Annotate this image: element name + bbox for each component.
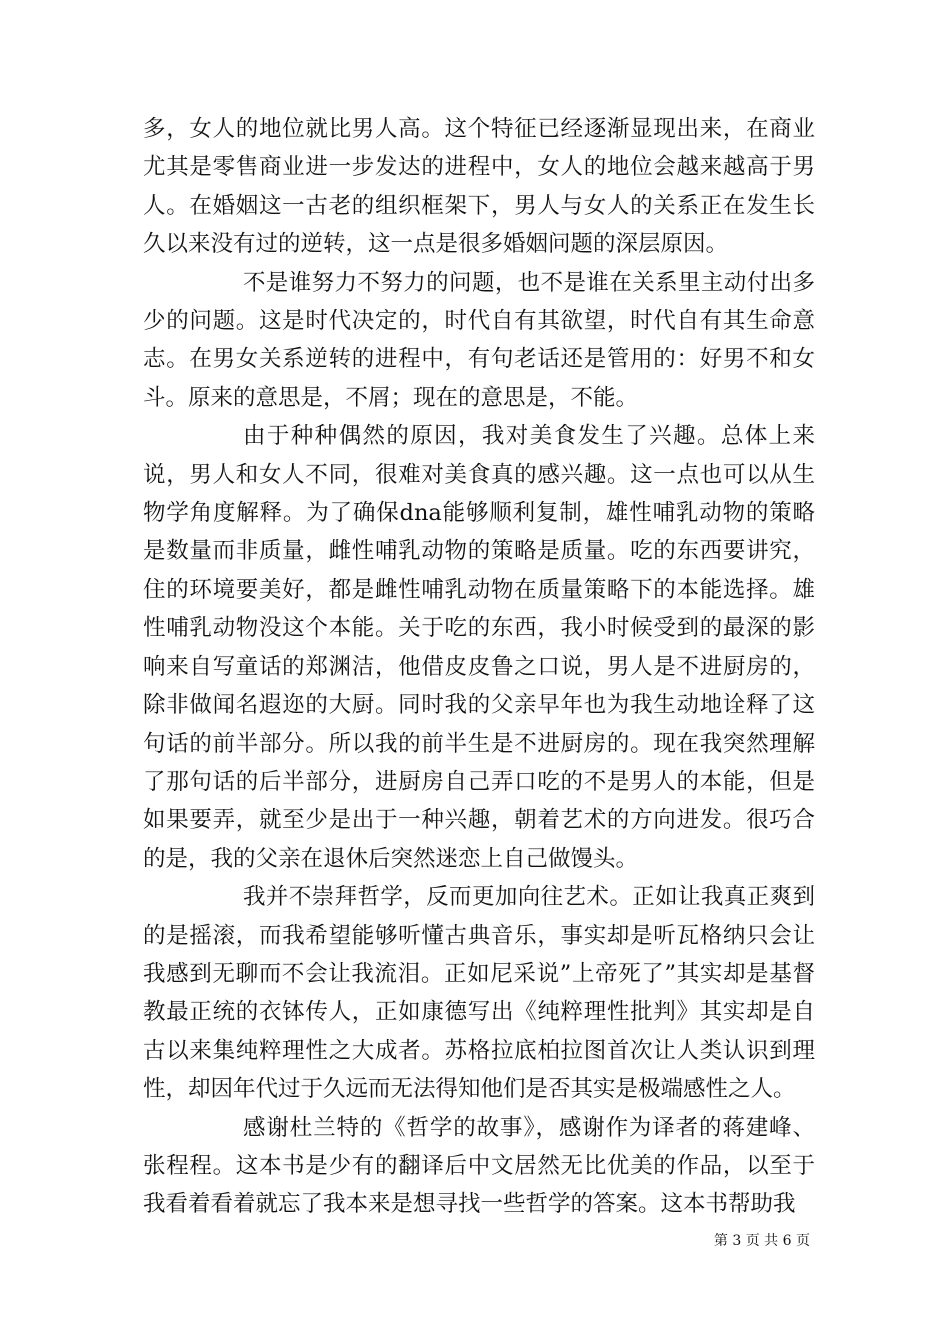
page-number-footer: 第 3 页 共 6 页: [713, 1233, 810, 1249]
paragraph-2: 不是谁努力不努力的问题，也不是谁在关系里主动付出多少的问题。这是时代决定的，时代自有其欲望，时代自有其生命意志。在男女关系逆转的进程中，有句老话还是管用的：好男不和女斗。原来的意思是，不屑；现在的意思是，不能。: [143, 269, 815, 411]
paragraph-5: 感谢杜兰特的《哲学的故事》，感谢作为译者的蒋建峰、张程程。这本书是少有的翻译后中文居然无比优美的作品，以至于我看着看着就忘了我本来是想寻找一些哲学的答案。这本书帮助我: [143, 1114, 815, 1218]
paragraph-4: 我并不崇拜哲学，反而更加向往艺术。正如让我真正爽到的是摇滚，而我希望能够听懂古典音乐，事实却是听瓦格纳只会让我感到无聊而不会让我流泪。正如尼采说”上帝死了”其实却是基督教最正统的衣钵传人，正如康德写出《纯粹理性批判》其实却是自古以来集纯粹理性之大成者。苏格拉底柏拉图首次让人类认识到理性，却因年代过于久远而无法得知他们是否其实是极端感性之人。: [143, 884, 815, 1103]
paragraph-3: 由于种种偶然的原因，我对美食发生了兴趣。总体上来说，男人和女人不同，很难对美食真的感兴趣。这一点也可以从生物学角度解释。为了确保dna能够顺利复制，雄性哺乳动物的策略是数量而非质量，雌性哺乳动物的策略是质量。吃的东西要讲究，住的环境要美好，都是雌性哺乳动物在质量策略下的本能选择。雄性哺乳动物没这个本能。关于吃的东西，我小时候受到的最深的影响来自写童话的郑渊洁，他借皮皮鲁之口说，男人是不进厨房的，除非做闻名遐迩的大厨。同时我的父亲早年也为我生动地诠释了这句话的前半部分。所以我的前半生是不进厨房的。现在我突然理解了那句话的后半部分，进厨房自己弄口吃的不是男人的本能，但是如果要弄，就至少是出于一种兴趣，朝着艺术的方向进发。很巧合的是，我的父亲在退休后突然迷恋上自己做馒头。: [143, 423, 815, 872]
paragraph-1: 多，女人的地位就比男人高。这个特征已经逐渐显现出来，在商业尤其是零售商业进一步发达的进程中，女人的地位会越来越高于男人。在婚姻这一古老的组织框架下，男人与女人的关系正在发生长久以来没有过的逆转，这一点是很多婚姻问题的深层原因。: [143, 116, 815, 258]
body-text: [143, 110, 815, 1224]
